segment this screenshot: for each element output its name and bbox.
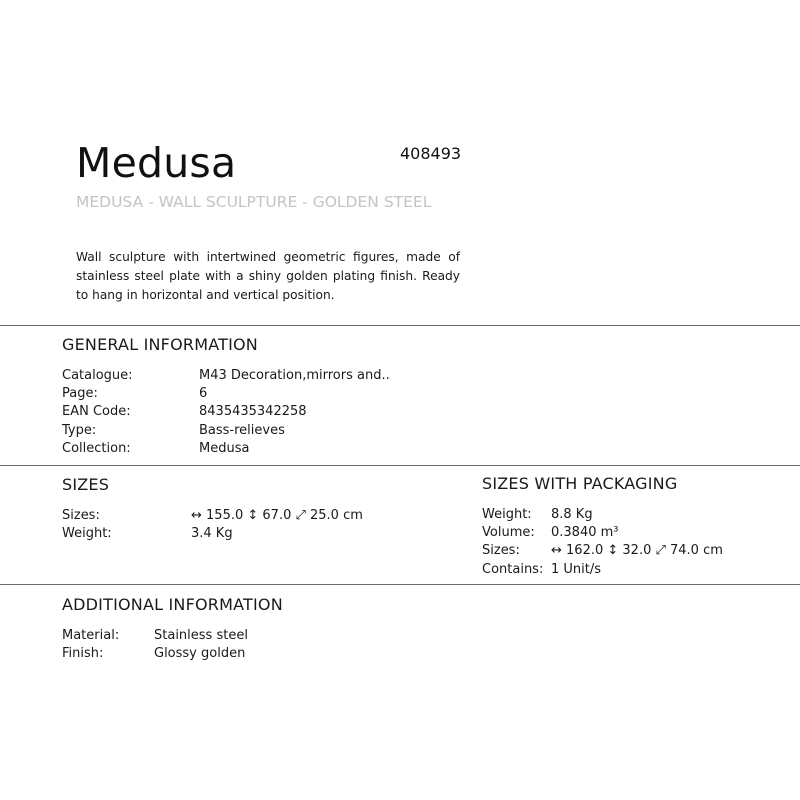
info-value: M43 Decoration,mirrors and.. bbox=[199, 368, 390, 383]
packaging-value: 1 Unit/s bbox=[551, 562, 602, 577]
product-title: Medusa bbox=[76, 139, 237, 187]
packaging-value: 0.3840 m³ bbox=[551, 525, 619, 540]
info-value: 8435435342258 bbox=[199, 404, 307, 419]
divider bbox=[0, 465, 800, 466]
packaging-heading: SIZES WITH PACKAGING bbox=[482, 474, 678, 493]
sizes-value: ↔ 155.0 ↕ 67.0 ⤢ 25.0 cm bbox=[191, 508, 363, 523]
info-label: Type: bbox=[62, 423, 97, 438]
info-label: Collection: bbox=[62, 441, 131, 456]
divider bbox=[0, 584, 800, 585]
weight-label: Weight: bbox=[62, 526, 112, 541]
info-label: Page: bbox=[62, 386, 98, 401]
product-reference: 408493 bbox=[400, 144, 462, 163]
packaging-label: Weight: bbox=[482, 507, 532, 522]
packaging-value: ↔ 162.0 ↕ 32.0 ⤢ 74.0 cm bbox=[551, 543, 723, 558]
packaging-label: Contains: bbox=[482, 562, 544, 577]
packaging-label: Volume: bbox=[482, 525, 535, 540]
sizes-heading: SIZES bbox=[62, 475, 110, 494]
info-label: Catalogue: bbox=[62, 368, 133, 383]
product-description: Wall sculpture with intertwined geometric figures, made of stainless steel plate with a shiny golden plating finish. Ready to hang in horizontal and vertical position. bbox=[76, 250, 460, 302]
additional-value: Stainless steel bbox=[154, 628, 248, 643]
info-value: Bass-relieves bbox=[199, 423, 285, 438]
additional-label: Finish: bbox=[62, 646, 104, 661]
weight-value: 3.4 Kg bbox=[191, 526, 233, 541]
additional-information-heading: ADDITIONAL INFORMATION bbox=[62, 595, 283, 614]
info-label: EAN Code: bbox=[62, 404, 131, 419]
product-subtitle: MEDUSA - WALL SCULPTURE - GOLDEN STEEL bbox=[76, 193, 432, 211]
divider bbox=[0, 325, 800, 326]
additional-value: Glossy golden bbox=[154, 646, 246, 661]
additional-label: Material: bbox=[62, 628, 120, 643]
packaging-label: Sizes: bbox=[482, 543, 520, 558]
sizes-label: Sizes: bbox=[62, 508, 100, 523]
packaging-value: 8.8 Kg bbox=[551, 507, 593, 522]
general-information-heading: GENERAL INFORMATION bbox=[62, 335, 258, 354]
info-value: Medusa bbox=[199, 441, 250, 456]
info-value: 6 bbox=[199, 386, 208, 401]
